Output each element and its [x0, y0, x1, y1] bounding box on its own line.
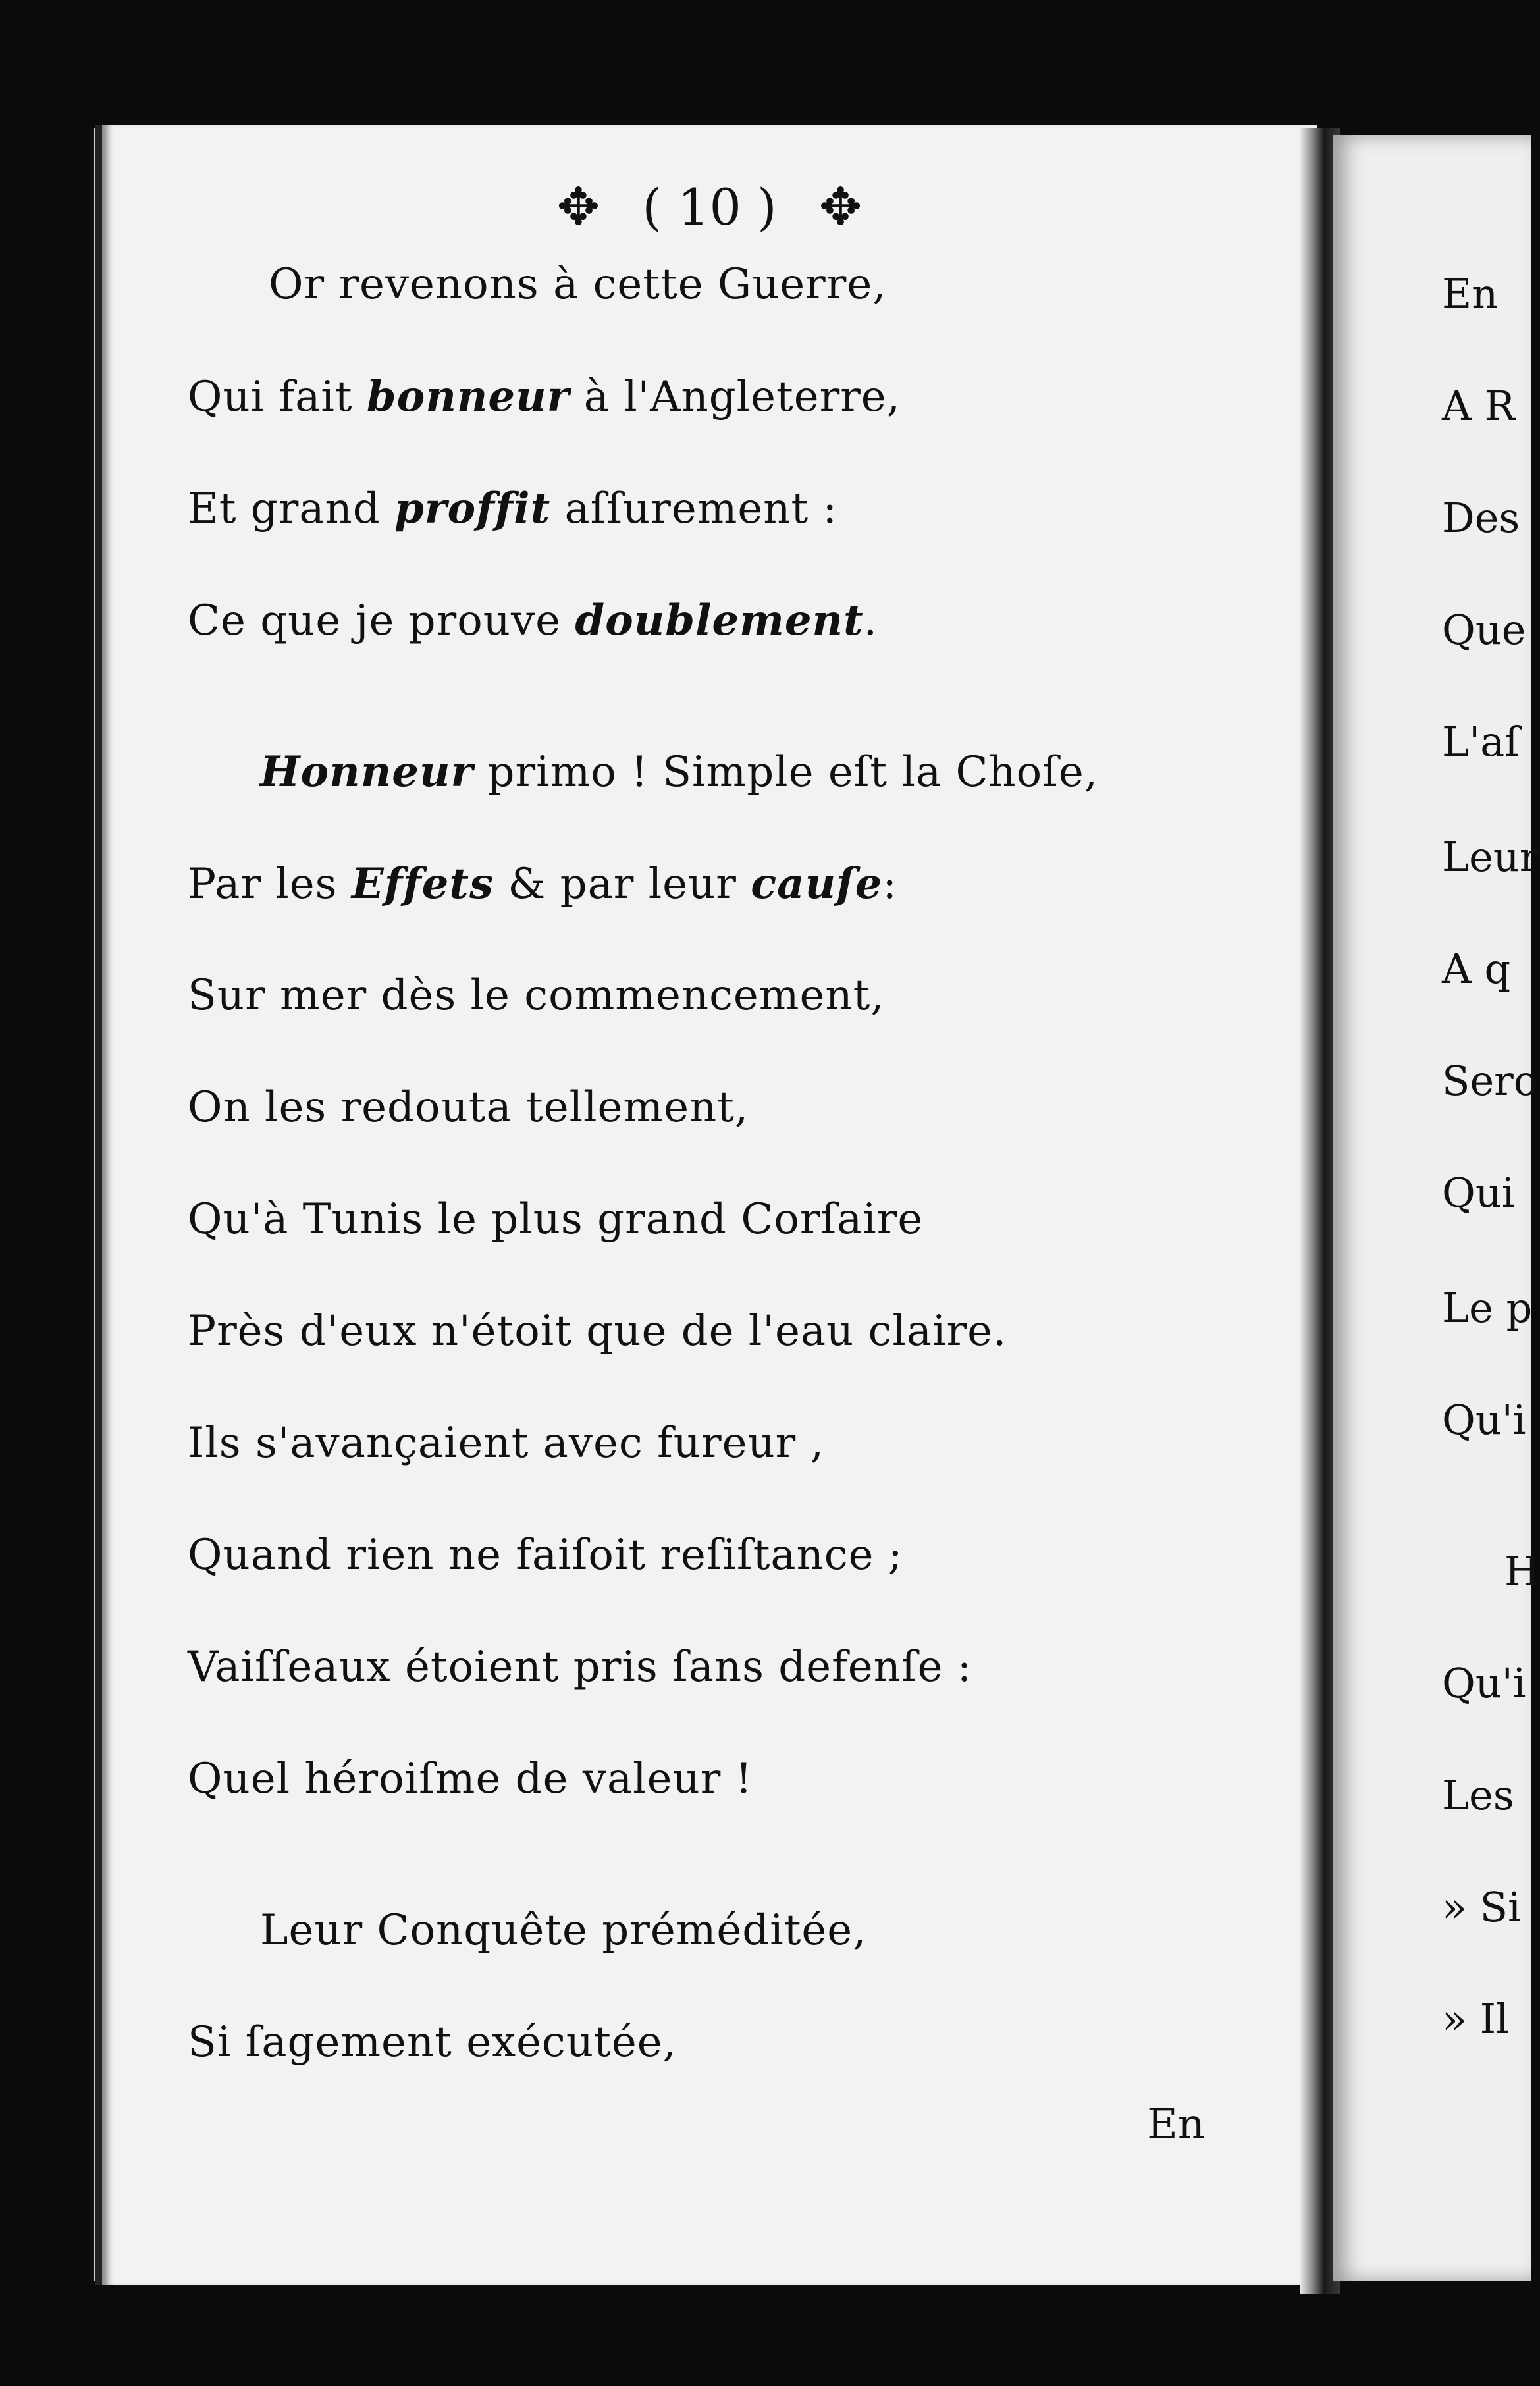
right-page-line: Qu'i	[1442, 1659, 1526, 1707]
verse-line: Et grand proffit aſſurement :	[188, 484, 838, 533]
right-page-line: » Si	[1442, 1883, 1521, 1931]
page-header	[102, 178, 1317, 237]
right-page-line: » Il	[1442, 1995, 1509, 2043]
right-page-line: Les	[1442, 1771, 1514, 1819]
right-page-line: Que	[1442, 606, 1526, 654]
right-page-line: Des	[1442, 494, 1520, 542]
catchword: En	[1147, 2100, 1205, 2149]
right-page	[1333, 135, 1540, 2281]
fleuron-right-icon: ✥	[818, 178, 863, 237]
verse-line: Par les Effets & par leur cauſe:	[188, 859, 897, 909]
right-page-line: Le p	[1442, 1284, 1533, 1332]
verse-line: Qu'à Tunis le plus grand Corſaire	[188, 1195, 924, 1244]
right-page-line: En	[1442, 270, 1499, 318]
right-page-line: H	[1504, 1547, 1540, 1595]
page-number: ( 10 )	[642, 178, 777, 236]
right-page-line: Leur	[1442, 833, 1539, 881]
fleuron-left-icon: ✥	[556, 178, 600, 237]
verse-line: Ce que je prouve doublement.	[188, 596, 878, 645]
verse-line: Ils s'avançaient avec fureur ,	[188, 1419, 824, 1468]
left-page	[95, 125, 1317, 2285]
verse-line: Leur Conquête préméditée,	[260, 1906, 867, 1955]
right-page-line: Qui	[1442, 1169, 1515, 1217]
right-page-line: Qu'i	[1442, 1396, 1526, 1444]
right-page-line: L'aſ	[1442, 718, 1520, 766]
verse-line: Quand rien ne faiſoit reſiſtance ;	[188, 1531, 903, 1579]
right-page-line: A q	[1442, 945, 1511, 993]
verse-line: Sur mer dès le commencement,	[188, 971, 885, 1020]
right-page-line: Sero	[1442, 1057, 1539, 1105]
verse-line: Vaiſſeaux étoient pris ſans defenſe :	[188, 1643, 972, 1691]
verse-line: On les redouta tellement,	[188, 1083, 749, 1132]
verse-line: Près d'eux n'étoit que de l'eau claire.	[188, 1307, 1007, 1356]
verse-line: Qui fait bonneur à l'Angleterre,	[188, 372, 901, 421]
verse-line: Honneur primo ! Simple eſt la Choſe,	[260, 747, 1099, 797]
right-page-line: A R	[1442, 382, 1516, 430]
verse-line: Or revenons à cette Guerre,	[269, 260, 887, 309]
verse-line: Quel héroiſme de valeur !	[188, 1755, 753, 1803]
verse-line: Si ſagement exécutée,	[188, 2018, 677, 2067]
